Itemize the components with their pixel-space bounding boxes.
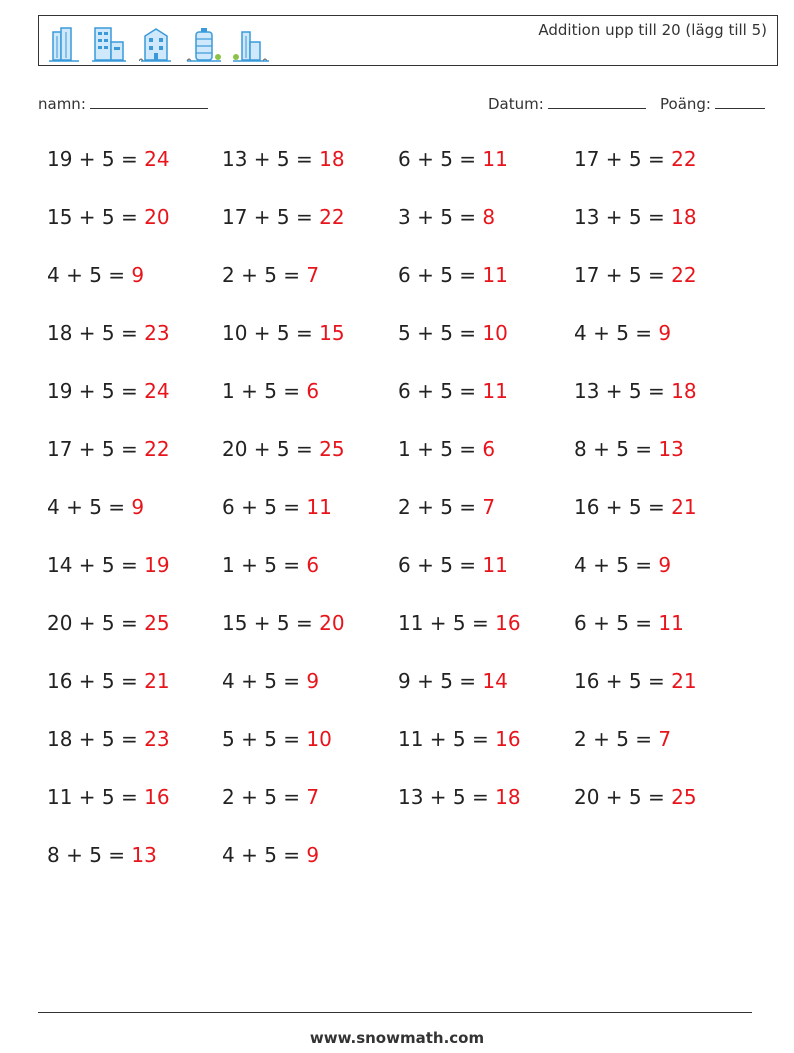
problem-question: 11 + 5 = [398, 727, 496, 751]
problem-item [222, 785, 319, 809]
problem-question: 13 + 5 = [574, 205, 672, 229]
problem-question: 10 + 5 = [222, 321, 320, 345]
problem-item [574, 437, 684, 461]
problem-answer: 11 [306, 495, 332, 519]
problem-question: 11 + 5 = [398, 611, 496, 635]
problem-question: 6 + 5 = [398, 263, 483, 287]
problem-item [398, 263, 508, 287]
problem-answer: 11 [482, 553, 508, 577]
problem-question: 8 + 5 = [574, 437, 659, 461]
problem-answer: 20 [319, 611, 345, 635]
problem-answer: 7 [658, 727, 672, 751]
worksheet-title: Addition upp till 20 (lägg till 5) [538, 21, 767, 39]
problem-question: 6 + 5 = [574, 611, 659, 635]
problem-answer: 9 [658, 553, 672, 577]
problem-item [47, 553, 170, 577]
problem-question: 17 + 5 = [574, 147, 672, 171]
building-icon [47, 26, 81, 64]
problem-item [222, 553, 319, 577]
problem-item [222, 205, 345, 229]
problem-answer: 10 [306, 727, 332, 751]
problem-question: 5 + 5 = [222, 727, 307, 751]
footer-url: www.snowmath.com [309, 1029, 485, 1047]
problem-item [574, 379, 697, 403]
problem-item [398, 147, 508, 171]
problem-item [222, 669, 319, 693]
problem-question: 4 + 5 = [222, 669, 307, 693]
problem-question: 20 + 5 = [574, 785, 672, 809]
name-label: namn: [38, 95, 86, 113]
problem-answer: 22 [144, 437, 170, 461]
problem-question: 13 + 5 = [574, 379, 672, 403]
problem-answer: 7 [482, 495, 496, 519]
problem-answer: 11 [482, 263, 508, 287]
date-label: Datum: [488, 95, 544, 113]
problem-item [398, 611, 521, 635]
problem-answer: 16 [495, 727, 521, 751]
problem-answer: 9 [658, 321, 672, 345]
problem-item [47, 495, 144, 519]
problem-item [398, 669, 508, 693]
problem-item [574, 321, 671, 345]
footer-divider [38, 1012, 752, 1013]
problem-question: 4 + 5 = [574, 321, 659, 345]
problem-question: 4 + 5 = [47, 495, 132, 519]
problem-question: 17 + 5 = [574, 263, 672, 287]
problem-answer: 7 [306, 263, 320, 287]
problem-question: 20 + 5 = [47, 611, 145, 635]
problem-question: 17 + 5 = [222, 205, 320, 229]
problem-answer: 16 [144, 785, 170, 809]
problem-answer: 25 [319, 437, 345, 461]
problem-answer: 25 [671, 785, 697, 809]
problem-answer: 23 [144, 321, 170, 345]
problem-item [398, 379, 508, 403]
problem-answer: 9 [306, 669, 320, 693]
problem-answer: 15 [319, 321, 345, 345]
problem-item [47, 843, 157, 867]
problem-question: 18 + 5 = [47, 321, 145, 345]
city-building-icon [231, 26, 271, 64]
problem-item [222, 611, 345, 635]
problem-answer: 22 [671, 263, 697, 287]
problem-answer: 21 [671, 495, 697, 519]
problem-question: 14 + 5 = [47, 553, 145, 577]
problem-item [47, 263, 144, 287]
problem-question: 13 + 5 = [398, 785, 496, 809]
date-field [488, 93, 646, 113]
problem-answer: 24 [144, 147, 170, 171]
problem-answer: 14 [482, 669, 508, 693]
problem-answer: 25 [144, 611, 170, 635]
problem-item [47, 321, 170, 345]
problem-item [574, 785, 697, 809]
problem-answer: 9 [131, 263, 145, 287]
score-field [660, 93, 765, 113]
problem-question: 6 + 5 = [398, 147, 483, 171]
problem-item [398, 785, 521, 809]
problem-item [398, 727, 521, 751]
problem-item [398, 553, 508, 577]
problem-answer: 6 [306, 379, 320, 403]
problem-item [47, 437, 170, 461]
apartment-icon [139, 26, 173, 64]
problem-answer: 9 [306, 843, 320, 867]
problem-question: 19 + 5 = [47, 147, 145, 171]
problem-item [398, 205, 495, 229]
problem-item [574, 611, 684, 635]
problem-answer: 11 [658, 611, 684, 635]
problem-question: 2 + 5 = [574, 727, 659, 751]
problem-question: 16 + 5 = [47, 669, 145, 693]
problem-question: 6 + 5 = [398, 379, 483, 403]
problem-answer: 11 [482, 147, 508, 171]
problem-question: 2 + 5 = [398, 495, 483, 519]
problem-item [574, 205, 697, 229]
problem-answer: 21 [671, 669, 697, 693]
problem-question: 16 + 5 = [574, 495, 672, 519]
problem-item [222, 147, 345, 171]
problem-question: 13 + 5 = [222, 147, 320, 171]
problem-question: 1 + 5 = [398, 437, 483, 461]
problem-item [574, 669, 697, 693]
problem-question: 6 + 5 = [222, 495, 307, 519]
problem-answer: 8 [482, 205, 496, 229]
problem-item [47, 611, 170, 635]
problem-answer: 10 [482, 321, 508, 345]
problem-item [222, 263, 319, 287]
problem-answer: 21 [144, 669, 170, 693]
problem-question: 4 + 5 = [47, 263, 132, 287]
problem-answer: 11 [482, 379, 508, 403]
problem-question: 19 + 5 = [47, 379, 145, 403]
problem-answer: 16 [495, 611, 521, 635]
name-blank[interactable] [90, 93, 208, 109]
problem-item [47, 147, 170, 171]
score-label: Poäng: [660, 95, 711, 113]
problem-question: 8 + 5 = [47, 843, 132, 867]
problem-question: 9 + 5 = [398, 669, 483, 693]
problem-item [222, 379, 319, 403]
office-building-icon [91, 26, 127, 64]
problem-answer: 18 [319, 147, 345, 171]
problem-item [222, 321, 345, 345]
problem-item [574, 147, 697, 171]
problem-item [574, 553, 671, 577]
problem-question: 18 + 5 = [47, 727, 145, 751]
problem-question: 5 + 5 = [398, 321, 483, 345]
problem-answer: 13 [131, 843, 157, 867]
problem-answer: 18 [671, 379, 697, 403]
problem-answer: 18 [495, 785, 521, 809]
problem-question: 16 + 5 = [574, 669, 672, 693]
problem-item [222, 727, 332, 751]
problem-item [47, 727, 170, 751]
problem-answer: 7 [306, 785, 320, 809]
problem-answer: 24 [144, 379, 170, 403]
problem-question: 3 + 5 = [398, 205, 483, 229]
problem-question: 11 + 5 = [47, 785, 145, 809]
problem-question: 6 + 5 = [398, 553, 483, 577]
problem-item [222, 437, 345, 461]
problem-question: 4 + 5 = [574, 553, 659, 577]
problem-item [574, 495, 697, 519]
problem-item [47, 785, 170, 809]
problem-item [398, 437, 495, 461]
problem-question: 15 + 5 = [47, 205, 145, 229]
problem-question: 2 + 5 = [222, 785, 307, 809]
problem-item [574, 263, 697, 287]
problem-answer: 6 [306, 553, 320, 577]
problem-answer: 20 [144, 205, 170, 229]
problem-answer: 9 [131, 495, 145, 519]
problem-answer: 13 [658, 437, 684, 461]
problem-item [222, 495, 332, 519]
problem-answer: 22 [671, 147, 697, 171]
problem-question: 2 + 5 = [222, 263, 307, 287]
problem-item [398, 495, 495, 519]
problem-answer: 23 [144, 727, 170, 751]
problem-question: 4 + 5 = [222, 843, 307, 867]
tower-icon [185, 26, 223, 64]
problem-item [398, 321, 508, 345]
problem-item [574, 727, 671, 751]
header-box [38, 15, 778, 66]
problem-question: 1 + 5 = [222, 379, 307, 403]
problem-item [47, 379, 170, 403]
score-blank[interactable] [715, 93, 765, 109]
problem-answer: 18 [671, 205, 697, 229]
problem-question: 20 + 5 = [222, 437, 320, 461]
problem-question: 15 + 5 = [222, 611, 320, 635]
name-field [38, 93, 208, 113]
problem-question: 17 + 5 = [47, 437, 145, 461]
problem-answer: 6 [482, 437, 496, 461]
problem-answer: 19 [144, 553, 170, 577]
problem-item [47, 205, 170, 229]
problem-question: 1 + 5 = [222, 553, 307, 577]
problem-item [47, 669, 170, 693]
date-blank[interactable] [548, 93, 646, 109]
problem-answer: 22 [319, 205, 345, 229]
problem-item [222, 843, 319, 867]
